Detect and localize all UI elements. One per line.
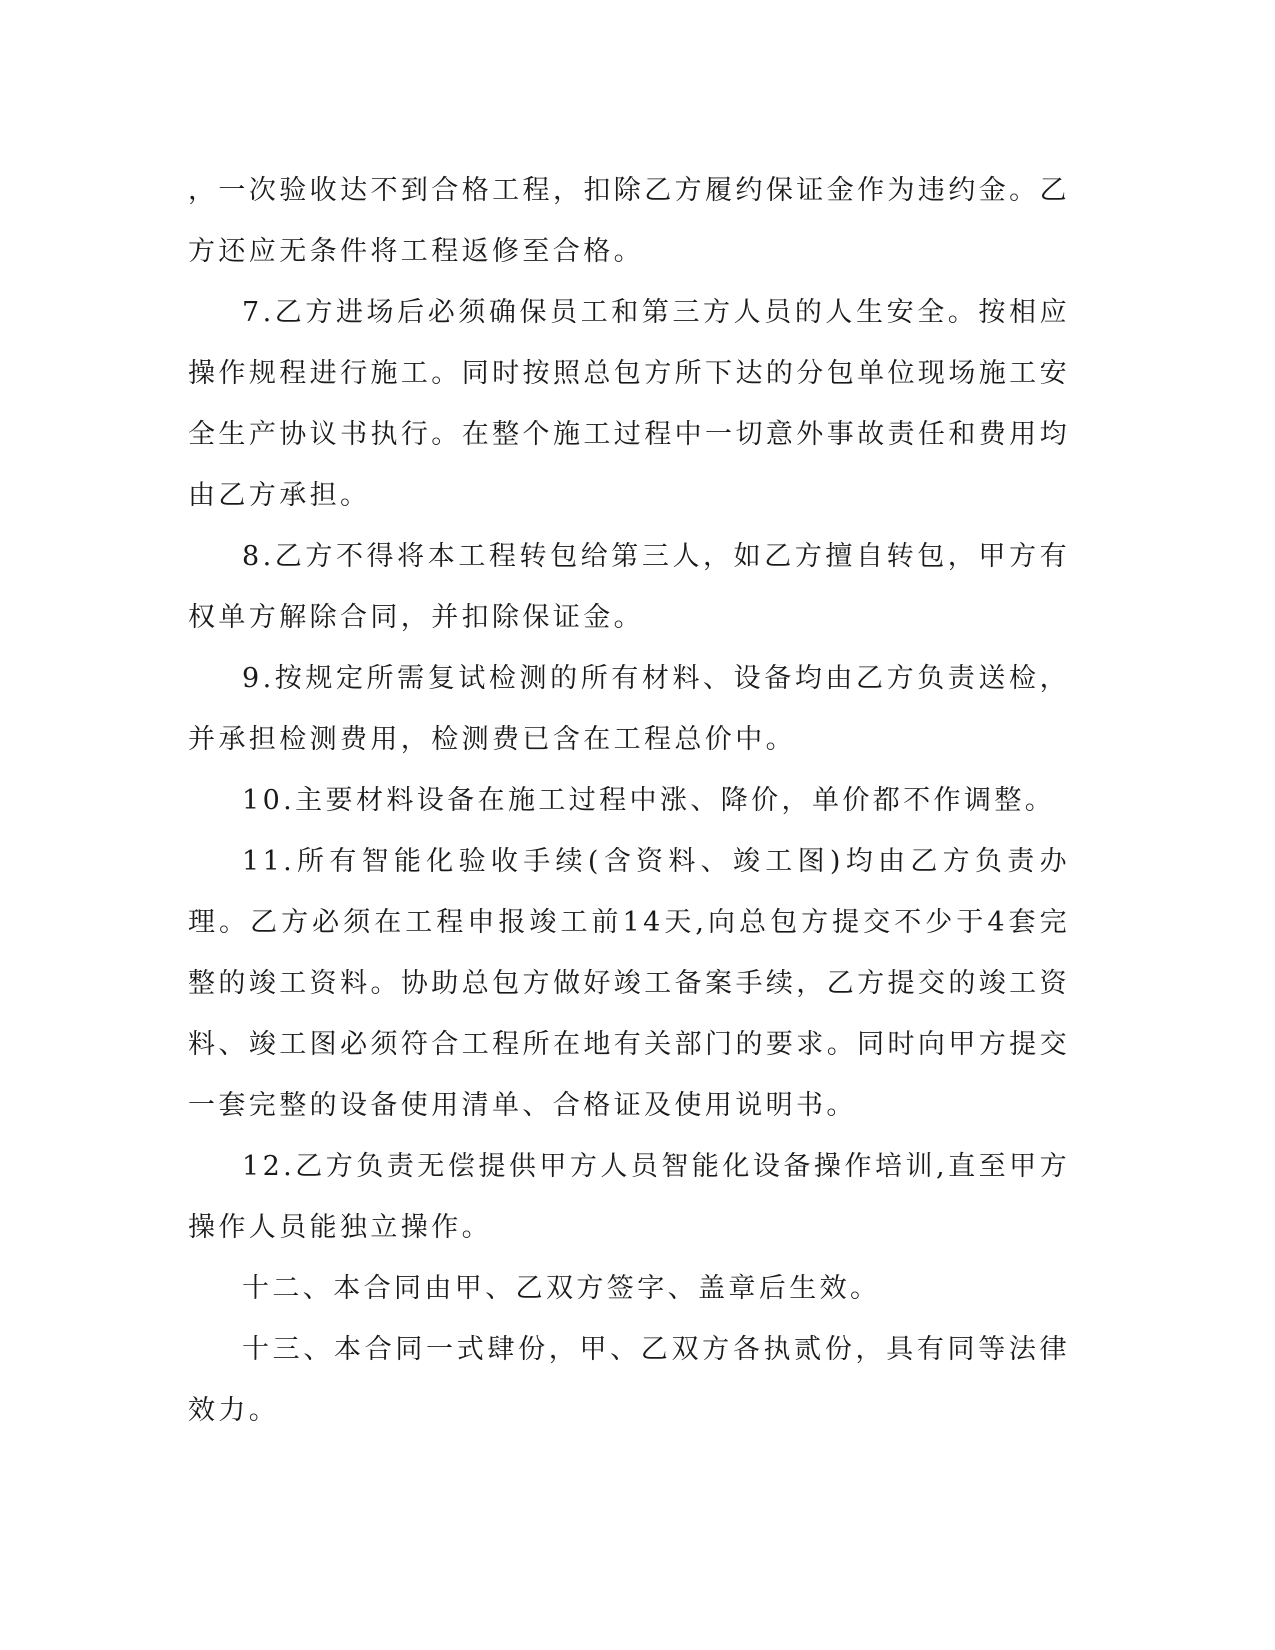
paragraph-article-12: 十二、本合同由甲、乙双方签字、盖章后生效。	[242, 1273, 881, 1304]
paragraph-clause-11: 11.所有智能化验收手续(含资料、竣工图)均由乙方负责办理。乙方必须在工程申报竣工前14天,向总包方提交不少于4套完整的竣工资料。协助总包方做好竣工备案手续，乙方提交的竣工资料、竣工图必须符合工程所在地有关部门的要求。同时向甲方提交一套完整的设备使用清单、合格证及使用说明书。	[188, 846, 1070, 1121]
paragraph-clause-12: 12.乙方负责无偿提供甲方人员智能化设备操作培训,直至甲方操作人员能独立操作。	[188, 1151, 1070, 1243]
paragraph-clause-9: 9.按规定所需复试检测的所有材料、设备均由乙方负责送检，并承担检测费用，检测费已含在工程总价中。	[188, 663, 1070, 755]
paragraph-clause-8: 8.乙方不得将本工程转包给第三人，如乙方擅自转包，甲方有权单方解除合同，并扣除保证金。	[188, 541, 1070, 633]
paragraph-continued: ，一次验收达不到合格工程，扣除乙方履约保证金作为违约金。乙方还应无条件将工程返修至合格。	[188, 175, 1070, 267]
contract-body	[188, 160, 1070, 1441]
paragraph-clause-10: 10.主要材料设备在施工过程中涨、降价，单价都不作调整。	[242, 785, 1056, 816]
paragraph-article-13: 十三、本合同一式肆份，甲、乙双方各执贰份，具有同等法律效力。	[188, 1334, 1070, 1426]
paragraph-clause-7: 7.乙方进场后必须确保员工和第三方人员的人生安全。按相应操作规程进行施工。同时按照总包方所下达的分包单位现场施工安全生产协议书执行。在整个施工过程中一切意外事故责任和费用均由乙方承担。	[188, 297, 1070, 511]
